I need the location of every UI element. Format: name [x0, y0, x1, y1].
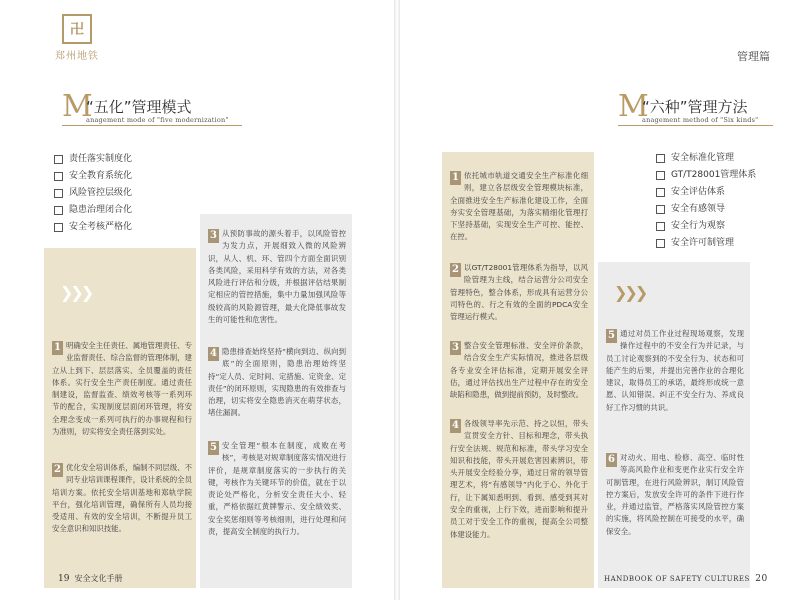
title-initial: M: [618, 89, 649, 124]
title-zh: “六种”管理方法: [642, 98, 748, 116]
right-page: [398, 0, 794, 600]
paragraph-number: 5: [606, 329, 617, 343]
paragraph-r6: 6 对动火、用电、检修、高空、临时性等高风险作业和变更作业实行安全许可制管理，在进行风险辨识，制订风险管控方案后，发放安全许可的条件下进行作业，并通过监管，严格落实风险管控方案的实施，将风险控制在可接受的水平，确保安全。: [606, 453, 744, 536]
double-arrow-icon: ❯❯❯: [614, 283, 646, 302]
paragraph-1: 1 明确安全主任责任、属地管理责任、专业监督责任、综合监督的管理体制，建立从上到下、层层落实、全员覆盖的责任体系。实行安全生产责任制度。通过责任制建设，监督监查、绩效考核等一系列环节的配合，实现制度层面闭环管理，将安全理念变成一系列可执行的办事规程和行为准则，切实将安全责任落到实处。: [52, 341, 192, 437]
double-arrow-icon: ❯❯❯: [60, 283, 92, 302]
checkbox-icon: [54, 206, 63, 215]
paragraph-number: 2: [52, 463, 63, 477]
checkbox-icon: [54, 223, 63, 232]
right-grey-panel: [598, 262, 750, 588]
logo-mark-icon: 卍: [62, 14, 92, 44]
title-en: anagement method of "Six kinds": [642, 116, 759, 124]
title-initial: M: [62, 89, 93, 124]
footer-title: 安全文化手册: [74, 574, 123, 583]
checkbox-icon: [656, 205, 665, 214]
footer-title: HANDBOOK OF SAFETY CULTURES: [604, 575, 750, 583]
check-item: 责任落实制度化: [54, 151, 132, 168]
paragraph-number: 3: [450, 341, 461, 355]
check-item: 安全许可制管理: [656, 235, 756, 252]
logo-text: 郑州地铁: [55, 51, 99, 62]
paragraph-r2: 2 以GT/T28001管理体系为指导，以风险管理为主线，结合运营分公司安全管理特色，整合体系，形成具有运营分公司特色的、行之有效的全面的PDCA安全管理运行模式。: [450, 263, 588, 322]
checkbox-icon: [54, 189, 63, 198]
left-page: [0, 0, 396, 600]
checkbox-icon: [656, 239, 665, 248]
paragraph-r3: 3 整合安全管理标准、安全评价条款，结合安全生产实际情况，推进各层级各专业安全评估标准，定期开展安全评估，通过评估找出生产过程中存在的安全缺陷和隐患，做到提前预防，及时整改。: [450, 341, 588, 400]
checkbox-icon: [656, 154, 665, 163]
paragraph-4: 4 隐患排查始终坚持“横向到边、纵向到底”的全面原则，隐患治理始终坚持“定人员、定时间、定措施、定资金、定责任”的闭环原则，实现隐患的有效排查与治理，切实将安全隐患消灭在萌芽状态，堵住漏洞。: [208, 347, 346, 418]
paragraph-2: 2 优化安全培训体系，编制不同层级、不同专业培训课程课件，设计系统的全员培训方案。依托安全培训基地和郑轨学院平台，强化培训管理，确保所有人员均接受适用、有效的安全培训，不断提升员工安全意识和知识技能。: [52, 463, 192, 534]
paragraph-number: 4: [450, 419, 461, 433]
paragraph-number: 1: [52, 341, 63, 355]
title-zh: “五化”管理模式: [86, 98, 192, 116]
section-label: 管理篇: [737, 50, 770, 63]
paragraph-number: 1: [450, 171, 461, 185]
check-item: 安全考核严格化: [54, 219, 132, 236]
title-underline: [62, 125, 242, 126]
paragraph-r1: 1 依托城市轨道交通安全生产标准化细则，建立各层级安全管理模块标准，全面推进安全生产标准化建设工作，全面夯实安全管理基础，为落实精细化管理打下坚持基础，实现安全生产可控、能控、在控。: [450, 171, 588, 242]
company-logo: [54, 14, 100, 62]
paragraph-3: 3 从预防事故的源头着手，以风险管控为发力点，开展细致入微的风险辨识，从人、机、环、管四个方面全面识别各类风险，采用科学有效的方法，对各类风险进行评估和分级，并根据评估结果制定相应的管控措施，集中力量加强风险等级较高的风险源管理，最大化降低事故发生的可能性和危害性。: [208, 229, 346, 325]
check-item: 安全评估体系: [656, 184, 756, 201]
five-checklist: [54, 151, 132, 236]
paragraph-number: 3: [208, 229, 219, 243]
title-en: anagement mode of "five modernization": [86, 116, 229, 124]
check-item: 安全标准化管理: [656, 150, 756, 167]
page-number: 20: [755, 574, 768, 584]
left-footer: [58, 573, 123, 584]
checkbox-icon: [54, 155, 63, 164]
title-underline: [618, 125, 773, 126]
check-item: GT/T28001管理体系: [656, 167, 756, 184]
checkbox-icon: [656, 171, 665, 180]
paragraph-number: 2: [450, 263, 461, 277]
paragraph-r4: 4 各级领导率先示范、持之以恒，带头宣贯安全方针、目标和理念，带头执行安全法规、规范和标准，带头学习安全知识和技能，带头开展危害因素辨识，带头开展安全经验分享，通过日常的领导管理艺术，将“有感领导”内化于心、外化于行，让下属知悉明到、看到、感受到其对安全的重视，上行下效，进而影响和提升员工对于安全工作的重视，提高全公司整体建设能力。: [450, 419, 588, 539]
checkbox-icon: [656, 222, 665, 231]
check-item: 风险管控层级化: [54, 185, 132, 202]
check-item: 隐患治理闭合化: [54, 202, 132, 219]
six-checklist: [656, 150, 756, 252]
paragraph-number: 5: [208, 441, 219, 455]
page-number: 19: [58, 574, 70, 584]
check-item: 安全有感领导: [656, 201, 756, 218]
check-item: 安全教育系统化: [54, 168, 132, 185]
paragraph-number: 4: [208, 347, 219, 361]
paragraph-5: 5 安全管理“根本在制度，成败在考核”，考核是对规章制度落实情况进行评价，是规章制度落实的一步执行的关键，考核作为关键环节的价值，就在于以责论处严格化，分析安全责任大小、轻重，严格依据红黄牌警示、安全绩效奖、安全奖惩细则等考核细则，进行处理和问责，提高安全制度的执行力。: [208, 441, 346, 537]
paragraph-r5: 5 通过对员工作业过程现场观察，发现操作过程中的不安全行为并记录，与员工讨论观察到的不安全行为、状态和可能产生的后果，并提出完善作业的合理化建议，取得员工的承诺，最终形成统一意愿、认知错误、纠正不安全行为、养成良好工作习惯的共识。: [606, 329, 744, 412]
paragraph-number: 6: [606, 453, 617, 467]
check-item: 安全行为观察: [656, 218, 756, 235]
checkbox-icon: [656, 188, 665, 197]
right-footer: [604, 574, 768, 584]
checkbox-icon: [54, 172, 63, 181]
